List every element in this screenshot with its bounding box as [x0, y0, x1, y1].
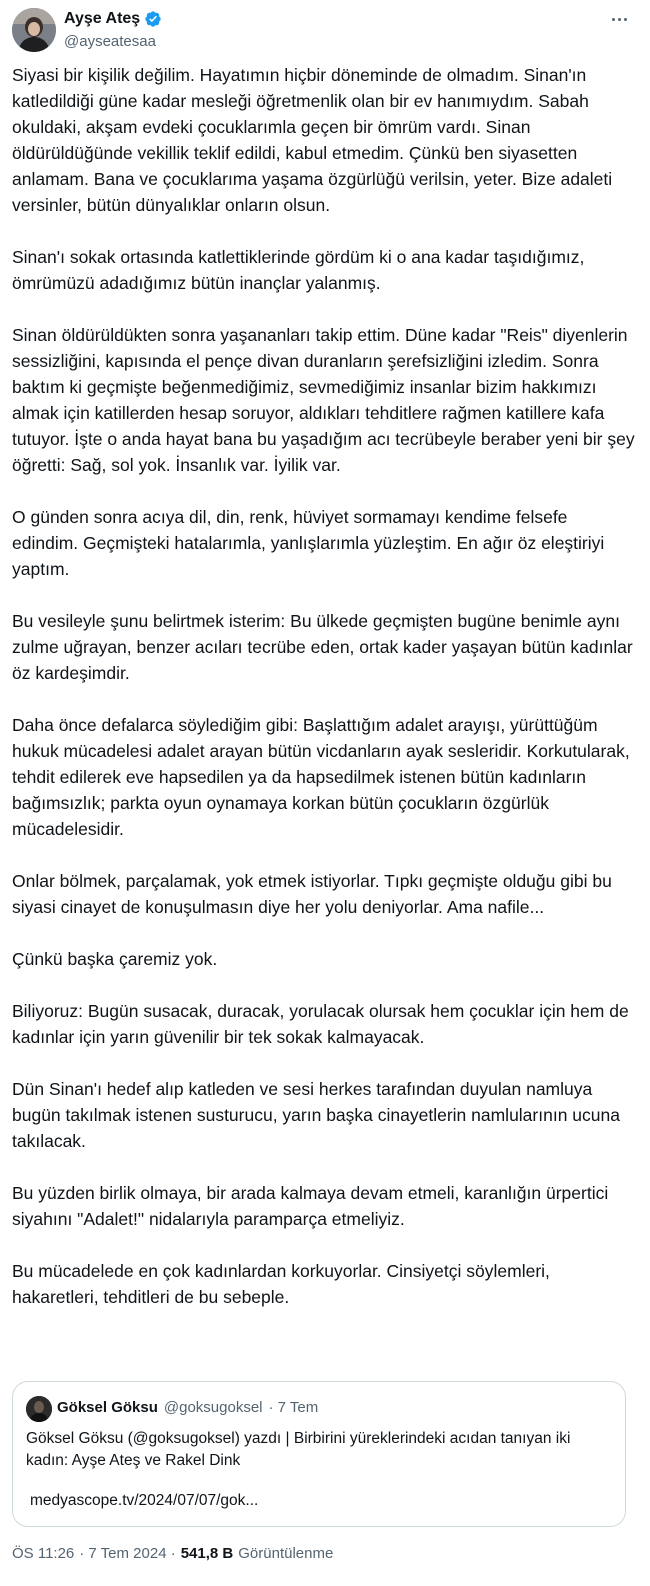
quote-date: · 7 Tem — [268, 1399, 319, 1416]
views-count: 541,8 B — [180, 1545, 234, 1562]
tweet-paragraph: Bu yüzden birlik olmaya, bir arada kalmaya devam etmeli, karanlığın ürpertici siyahını "Adalet!" nidalarıyla paramparça etmeliyiz. — [12, 1183, 609, 1229]
tweet-paragraph: Siyasi bir kişilik değilim. Hayatımın hiçbir döneminde de olmadım. Sinan'ın katledildiği güne kadar mesleği öğretmenlik olan bir ev hanımıydım. Sabah okuldaki, akşam evdeki çocuklarımla geçen bir ömrüm vardı. Sinan öldürüldüğünde vekillik teklif edildi, kabul etmedim. Çünkü ben siyasetten anlamam. Bana ve çocuklarıma yaşama özgürlüğü verilsin, yeter. Bize adaleti versinler, bütün dünyalıklar onların olsun. — [12, 65, 613, 215]
tweet-paragraph: Sinan öldürüldükten sonra yaşananları takip ettim. Düne kadar "Reis" diyenlerin sessizliğini, kapısında el pençe divan duranların şerefsizliğini izledim. Sonra baktım ki geçmişte beğenmediğimiz, sevmediğimiz insanlar bizim hakkımızı almak için katillerden hesap soruyor, aldıkları tehditlere rağmen katillere kafa tutuyor. İşte o anda hayat bana bu yaşadığım acı tecrübeyle beraber yeni bir şey öğretti: Sağ, sol yok. İnsanlık var. İyilik var. — [12, 325, 635, 475]
tweet-paragraph: Daha önce defalarca söylediğim gibi: Başlattığım adalet arayışı, yürüttüğüm hukuk mücadelesi adalet arayan bütün vicdanların ayak sesleridir. Korkutularak, tehdit edilerek eve hapsedilen ya da hapsedilmek istenen bütün kadınların bağımsızlık; parkta oyun oynamaya korkan bütün çocukların özgürlük mücadelesidir. — [12, 715, 630, 839]
verified-badge-icon — [144, 10, 162, 28]
tweet-paragraph: Sinan'ı sokak ortasında katlettiklerinde gördüm ki o ana kadar taşıdığımız, ömrümüzü adadığımız bütün inançlar yalanmış. — [12, 247, 585, 293]
quote-link[interactable]: medyascope.tv/2024/07/07/gok... — [30, 1492, 259, 1509]
views-label: Görüntülenme — [238, 1545, 334, 1562]
author-name[interactable]: Ayşe Ateş — [64, 10, 141, 27]
more-options-icon[interactable] — [612, 14, 634, 24]
tweet-paragraph: Bu vesileyle şunu belirtmek isterim: Bu ülkede geçmişten bugüne benimle aynı zulme uğrayan, benzer acıları tecrübe eden, ortak kader yaşayan bütün kadınlar öz kardeşimdir. — [12, 611, 633, 683]
author-avatar[interactable] — [12, 8, 56, 52]
quote-author-handle[interactable]: @goksugoksel — [163, 1399, 263, 1416]
quote-author-name[interactable]: Göksel Göksu — [57, 1399, 158, 1416]
quote-meta — [57, 1399, 318, 1416]
tweet-footer — [12, 1545, 333, 1562]
tweet-time[interactable]: ÖS 11:26 — [12, 1545, 75, 1562]
tweet-header — [12, 6, 638, 54]
quoted-tweet-card[interactable] — [12, 1381, 626, 1527]
tweet-paragraph: Onlar bölmek, parçalamak, yok etmek istiyorlar. Tıpkı geçmişte olduğu gibi bu siyasi cinayet de konuşulmasın diye her yolu deniyorlar. Ama nafile... — [12, 871, 612, 917]
tweet-paragraph: Bu mücadelede en çok kadınlardan korkuyorlar. Cinsiyetçi söylemleri, hakaretleri, tehditleri de bu sebeple. — [12, 1261, 550, 1307]
author-handle[interactable]: @ayseatesaa — [64, 33, 156, 50]
quote-text: Göksel Göksu (@goksugoksel) yazdı | Birbirini yüreklerindeki acıdan tanıyan iki kadın: Ayşe Ateş ve Rakel Dink — [26, 1430, 571, 1469]
tweet-text — [12, 62, 638, 1336]
tweet-paragraph: O günden sonra acıya dil, din, renk, hüviyet sormamayı kendime felsefe edindim. Geçmişteki hatalarımla, yanlışlarımla yüzleştim. En ağır öz eleştiriyi yaptım. — [12, 507, 605, 579]
tweet-paragraph: Çünkü başka çaremiz yok. — [12, 949, 218, 969]
author-name-row[interactable] — [64, 10, 162, 28]
quote-author-avatar[interactable] — [26, 1396, 52, 1422]
tweet-paragraph: Biliyoruz: Bugün susacak, duracak, yorulacak olursak hem çocuklar için hem de kadınlar için yarın güvenilir bir tek sokak kalmayacak. — [12, 1001, 629, 1047]
tweet-paragraph: Dün Sinan'ı hedef alıp katleden ve sesi herkes tarafından duyulan namluya bugün takılmak istenen susturucu, yarın başka cinayetlerin namlularının ucuna takılacak. — [12, 1079, 620, 1151]
tweet-date[interactable]: · 7 Tem 2024 · — [79, 1545, 176, 1562]
